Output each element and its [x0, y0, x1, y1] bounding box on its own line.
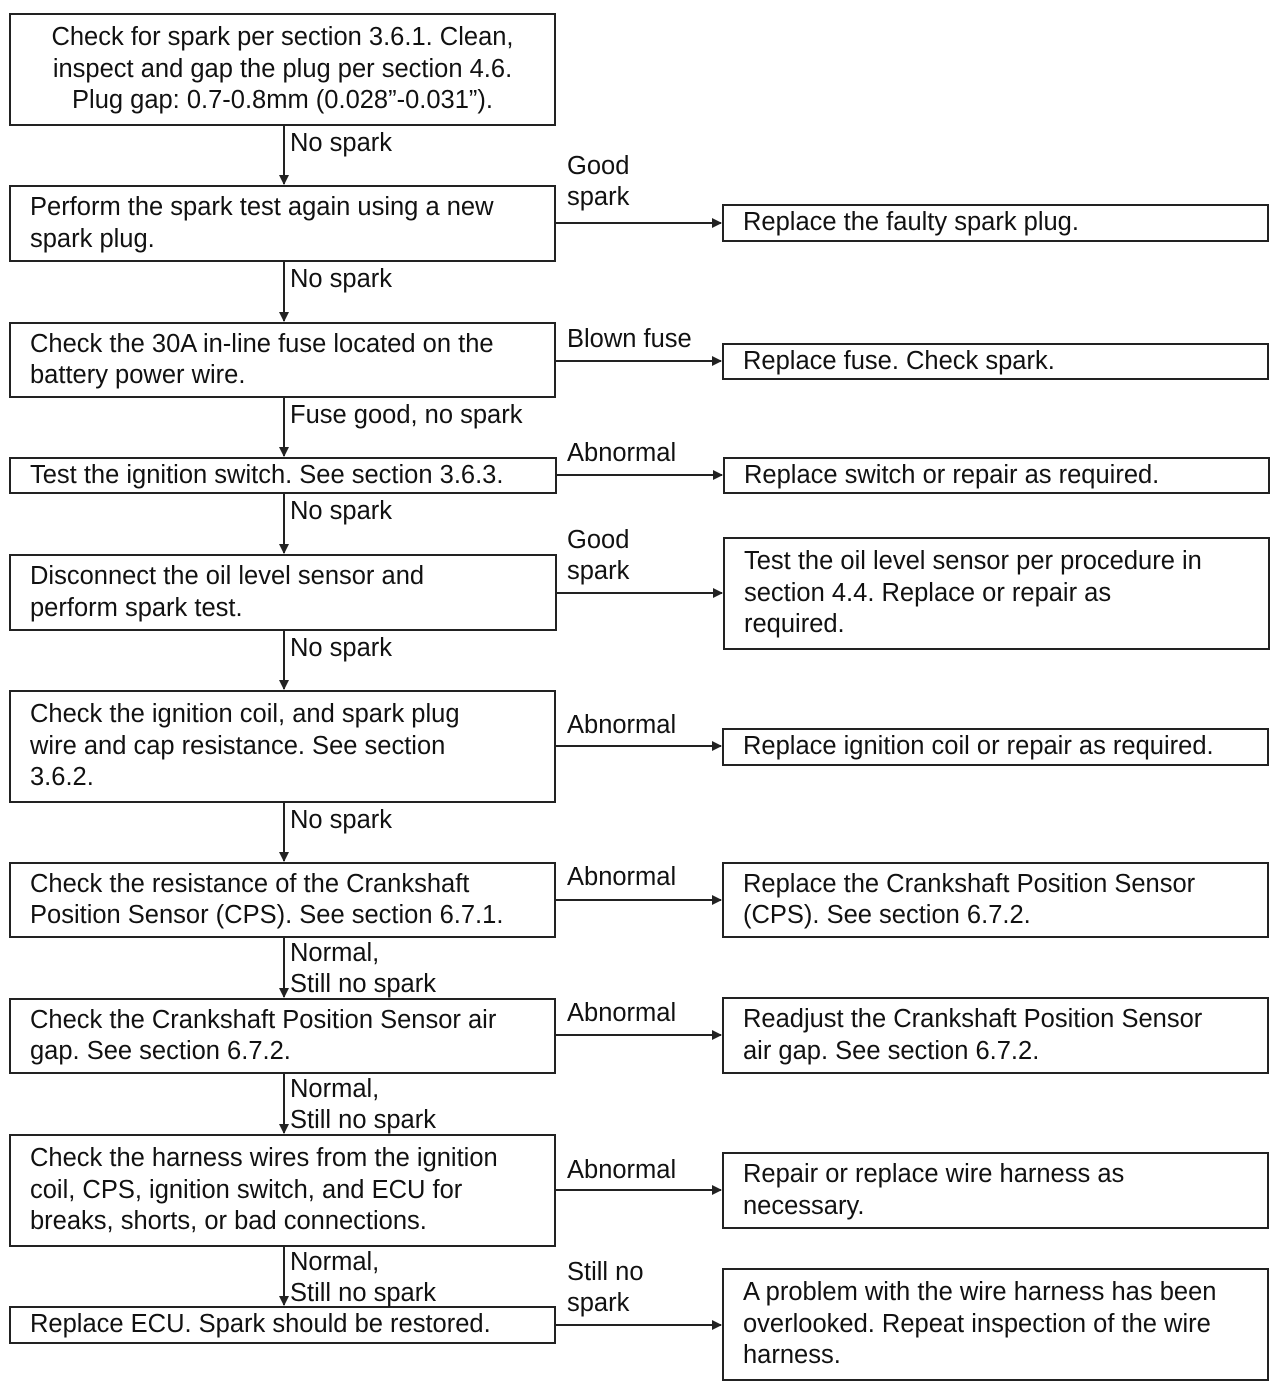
label-line: spark	[567, 557, 630, 585]
step-line: battery power wire.	[30, 361, 246, 389]
step-line: 3.6.2.	[30, 763, 94, 792]
outcome-line: Replace fuse. Check spark.	[743, 346, 1055, 375]
step-line: Test the ignition switch. See section 3.6.3.	[30, 460, 504, 489]
step-line: inspect and gap the plug per section 4.6.	[52, 54, 513, 83]
step-line: spark plug.	[30, 224, 155, 253]
step-cps-air-gap	[9, 998, 556, 1074]
label-line: Normal,	[290, 1075, 380, 1103]
label-line: Abnormal	[567, 711, 677, 739]
label-line: Still no spark	[290, 1279, 436, 1307]
outcome-harness-overlooked	[722, 1268, 1269, 1381]
label-line: spark	[567, 183, 630, 211]
outcome-replace-cps	[722, 862, 1269, 938]
label-line: Normal,	[290, 1248, 380, 1276]
side-label	[567, 151, 629, 213]
outcome-replace-fuse	[722, 343, 1269, 380]
side-label	[567, 998, 676, 1029]
outcome-replace-coil	[722, 728, 1269, 766]
label-line: Still no spark	[290, 970, 436, 998]
step-line: Replace ECU. Spark should be restored.	[30, 1310, 491, 1339]
outcome-line: A problem with the wire harness has been	[743, 1278, 1217, 1307]
down-label	[290, 1074, 436, 1136]
outcome-line: air gap. See section 6.7.2.	[743, 1036, 1040, 1065]
label-line: Abnormal	[567, 999, 677, 1027]
step-line: Check the ignition coil, and spark plug	[30, 700, 460, 729]
outcome-line: section 4.4. Replace or repair as	[744, 578, 1112, 607]
step-oil-level-sensor	[9, 554, 557, 631]
outcome-line: harness.	[743, 1341, 841, 1370]
step-line: wire and cap resistance. See section	[30, 731, 446, 760]
outcome-test-oil-sensor	[723, 537, 1270, 650]
label-line: Normal,	[290, 939, 380, 967]
step-line: coil, CPS, ignition switch, and ECU for	[30, 1175, 463, 1204]
side-label	[567, 324, 692, 355]
outcome-line: Repair or replace wire harness as	[743, 1160, 1125, 1188]
step-line: Disconnect the oil level sensor and	[30, 562, 425, 590]
side-label	[567, 862, 676, 893]
label-line: spark	[567, 1289, 630, 1317]
label-line: Blown fuse	[567, 325, 692, 353]
down-label	[290, 496, 392, 527]
step-line: Perform the spark test again using a new	[30, 193, 494, 221]
down-label	[290, 633, 392, 664]
step-ignition-coil	[9, 690, 556, 803]
step-line: Check the harness wires from the ignition	[30, 1144, 498, 1173]
step-line: Check the Crankshaft Position Sensor air	[30, 1005, 497, 1034]
side-label	[567, 438, 676, 469]
label-line: Fuse good, no spark	[290, 401, 523, 429]
outcome-line: (CPS). See section 6.7.2.	[743, 901, 1031, 929]
down-label	[290, 400, 522, 431]
outcome-line: Replace the Crankshaft Position Sensor	[743, 869, 1196, 898]
label-line: No spark	[290, 497, 393, 525]
step-replace-ecu	[9, 1306, 556, 1344]
label-line: Still no spark	[290, 1106, 436, 1134]
label-line: No spark	[290, 806, 393, 834]
outcome-line: necessary.	[743, 1191, 865, 1220]
label-line: Good	[567, 526, 630, 554]
step-check-spark	[9, 13, 556, 126]
label-line: Still no	[567, 1258, 644, 1286]
label-line: Abnormal	[567, 863, 677, 891]
side-label	[567, 1155, 676, 1186]
outcome-replace-switch	[723, 457, 1270, 494]
label-line: Abnormal	[567, 1156, 677, 1184]
label-line: No spark	[290, 634, 393, 662]
step-line: Check for spark per section 3.6.1. Clean,	[51, 23, 514, 52]
side-label	[567, 525, 629, 587]
label-line: Abnormal	[567, 439, 677, 467]
label-line: Good	[567, 152, 630, 180]
step-test-ignition-switch	[9, 457, 557, 494]
step-line: gap. See section 6.7.2.	[30, 1037, 291, 1065]
outcome-replace-plug	[722, 204, 1269, 242]
step-line: Check the resistance of the Crankshaft	[30, 869, 470, 898]
step-line: perform spark test.	[30, 593, 243, 622]
outcome-readjust-cps-gap	[722, 997, 1269, 1074]
down-label	[290, 938, 436, 1000]
side-label	[567, 710, 676, 741]
outcome-line: required.	[744, 610, 845, 639]
step-line: Position Sensor (CPS). See section 6.7.1.	[30, 901, 504, 929]
outcome-line: Test the oil level sensor per procedure in	[744, 547, 1202, 576]
step-line: Plug gap: 0.7-0.8mm (0.028”-0.031”).	[72, 86, 493, 115]
outcome-repair-harness	[722, 1152, 1269, 1229]
down-label	[290, 264, 392, 295]
step-cps-resistance	[9, 862, 556, 938]
step-line: breaks, shorts, or bad connections.	[30, 1207, 427, 1236]
outcome-line: Replace ignition coil or repair as required.	[743, 732, 1214, 761]
label-line: No spark	[290, 129, 393, 157]
side-label	[567, 1257, 644, 1319]
step-new-plug-test	[9, 185, 556, 262]
step-line: Check the 30A in-line fuse located on the	[30, 329, 494, 358]
down-label	[290, 805, 392, 836]
outcome-line: Readjust the Crankshaft Position Sensor	[743, 1005, 1203, 1033]
outcome-line: Replace switch or repair as required.	[744, 460, 1160, 489]
outcome-line: overlooked. Repeat inspection of the wire	[743, 1309, 1211, 1338]
outcome-line: Replace the faulty spark plug.	[743, 208, 1079, 237]
down-label	[290, 1247, 436, 1309]
step-harness-wires	[9, 1134, 556, 1247]
label-line: No spark	[290, 265, 393, 293]
down-label	[290, 128, 392, 159]
step-check-fuse	[9, 322, 556, 398]
